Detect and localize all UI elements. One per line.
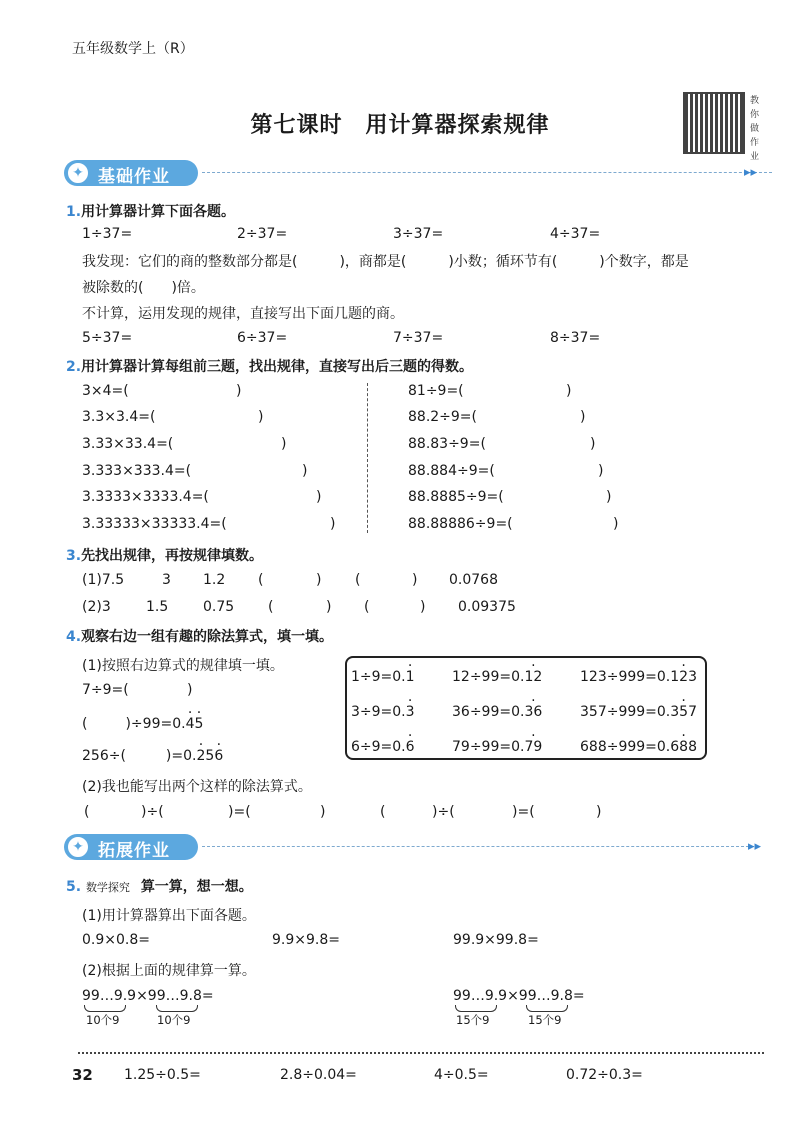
- q1-heading: 1.用计算器计算下面各题。: [66, 204, 236, 220]
- box-expr: 79÷99=0.· 79: [452, 739, 542, 755]
- footer-expr: 0.72÷0.3=: [566, 1067, 643, 1083]
- arrow-right-icon: ▸▸: [744, 165, 758, 180]
- section-banner-basic: [64, 160, 764, 186]
- answer-close: ): [566, 383, 572, 399]
- q5-pattern-expr: 99…9.9×99…9.8=: [82, 988, 214, 1004]
- q3-blank: ): [326, 599, 332, 615]
- q5-sub1: (1)用计算器算出下面各题。: [82, 908, 256, 924]
- q1-finding-cont: 被除数的( )倍。: [82, 280, 205, 296]
- brace: [84, 1005, 126, 1012]
- lightbulb-icon: ✦: [66, 835, 90, 859]
- q1-note: 不计算，运用发现的规律，直接写出下面几题的商。: [82, 306, 404, 322]
- footer-divider: [78, 1052, 764, 1054]
- write-blank: )÷(: [141, 804, 164, 820]
- q2-right-expr: 88.88886÷9=(: [408, 516, 513, 532]
- q4-item-b: ( )÷99=0.· 4· 5: [82, 716, 203, 732]
- lightbulb-icon: ✦: [66, 161, 90, 185]
- q1-finding: 我发现：它们的商的整数部分都是( )，商都是( )小数；循环节有( )个数字，都是: [82, 254, 689, 270]
- q1-expr: 4÷37=: [550, 226, 601, 242]
- answer-close: ): [606, 489, 612, 505]
- brace-label: 10个9: [157, 1013, 191, 1027]
- q5-tag: 数学探究: [85, 881, 130, 894]
- qr-code[interactable]: [683, 92, 745, 154]
- brace-label: 15个9: [528, 1013, 562, 1027]
- q3-blank: (: [364, 599, 370, 615]
- q4-heading: 4.观察右边一组有趣的除法算式，填一填。: [66, 629, 334, 645]
- page-title: 第七课时 用计算器探索规律: [250, 113, 550, 138]
- q3-term: 1.2: [203, 572, 226, 588]
- q2-left-expr: 3×4=(: [82, 383, 129, 399]
- box-expr: 123÷999=0.· 123: [580, 669, 697, 685]
- answer-close: ): [590, 436, 596, 452]
- q3-term: (1)7.5: [82, 572, 125, 588]
- box-expr: 36÷99=0.· 36: [452, 704, 542, 720]
- answer-close: ): [598, 463, 604, 479]
- q2-right-expr: 88.8885÷9=(: [408, 489, 504, 505]
- q3-blank: (: [258, 572, 264, 588]
- box-expr: 357÷999=0.· 357: [580, 704, 697, 720]
- q3-term: 0.0768: [449, 572, 498, 588]
- q5-expr: 99.9×99.8=: [453, 932, 539, 948]
- q2-left-expr: 3.3333×3333.4=(: [82, 489, 209, 505]
- q2-heading: 2.用计算器计算每组前三题，找出规律，直接写出后三题的得数。: [66, 359, 474, 375]
- box-expr: 1÷9=0.· 1: [351, 669, 415, 685]
- q1-expr: 6÷37=: [237, 330, 288, 346]
- write-blank: )÷(: [432, 804, 455, 820]
- q2-left-expr: 3.333×333.4=(: [82, 463, 192, 479]
- section-title-basic: 基础作业: [98, 167, 170, 187]
- footer-expr: 2.8÷0.04=: [280, 1067, 357, 1083]
- q2-right-expr: 88.83÷9=(: [408, 436, 486, 452]
- box-expr: 12÷99=0.· 12: [452, 669, 542, 685]
- qr-label: 教你做作业: [750, 96, 760, 162]
- q1-expr: 8÷37=: [550, 330, 601, 346]
- answer-close: ): [613, 516, 619, 532]
- q5-sub2: (2)根据上面的规律算一算。: [82, 963, 256, 979]
- q3-term: 0.09375: [458, 599, 516, 615]
- write-blank: ): [320, 804, 326, 820]
- q4-sub2: (2)我也能写出两个这样的除法算式。: [82, 779, 312, 795]
- answer-close: ): [258, 409, 264, 425]
- answer-close: ): [187, 682, 193, 698]
- brace: [526, 1005, 568, 1012]
- q3-heading: 3.先找出规律，再按规律填数。: [66, 548, 264, 564]
- write-blank: )=(: [512, 804, 535, 820]
- q2-right-expr: 81÷9=(: [408, 383, 464, 399]
- write-blank: (: [84, 804, 90, 820]
- q2-left-expr: 3.3×3.4=(: [82, 409, 156, 425]
- page-number: 32: [72, 1066, 93, 1084]
- q3-term: 0.75: [203, 599, 235, 615]
- q5-expr: 9.9×9.8=: [272, 932, 340, 948]
- write-blank: ): [596, 804, 602, 820]
- q2-left-expr: 3.33×33.4=(: [82, 436, 174, 452]
- box-expr: 6÷9=0.· 6: [351, 739, 415, 755]
- answer-close: ): [580, 409, 586, 425]
- answer-close: ): [281, 436, 287, 452]
- brace-label: 15个9: [456, 1013, 490, 1027]
- footer-expr: 4÷0.5=: [434, 1067, 489, 1083]
- q3-blank: ): [412, 572, 418, 588]
- answer-close: ): [316, 489, 322, 505]
- q4-item-a: 7÷9=(: [82, 682, 129, 698]
- q3-blank: (: [268, 599, 274, 615]
- q1-expr: 2÷37=: [237, 226, 288, 242]
- box-expr: 688÷999=0.· 688: [580, 739, 697, 755]
- brace: [156, 1005, 198, 1012]
- q4-sub1: (1)按照右边算式的规律填一填。: [82, 658, 284, 674]
- q3-blank: (: [355, 572, 361, 588]
- write-blank: )=(: [228, 804, 251, 820]
- q1-expr: 5÷37=: [82, 330, 133, 346]
- q1-expr: 3÷37=: [393, 226, 444, 242]
- q3-term: (2)3: [82, 599, 111, 615]
- arrow-right-icon: ▸▸: [748, 839, 762, 854]
- footer-expr: 1.25÷0.5=: [124, 1067, 201, 1083]
- section-banner-extend: [64, 834, 764, 860]
- brace: [455, 1005, 497, 1012]
- answer-close: ): [302, 463, 308, 479]
- q2-right-expr: 88.884÷9=(: [408, 463, 495, 479]
- q3-blank: ): [420, 599, 426, 615]
- q2-right-expr: 88.2÷9=(: [408, 409, 478, 425]
- q3-term: 3: [162, 572, 171, 588]
- q5-heading: 5. 数学探究 算一算，想一想。: [66, 879, 253, 895]
- section-title-extend: 拓展作业: [98, 841, 170, 861]
- column-divider: [367, 383, 368, 533]
- box-expr: 3÷9=0.· 3: [351, 704, 415, 720]
- write-blank: (: [380, 804, 386, 820]
- q2-left-expr: 3.33333×33333.4=(: [82, 516, 227, 532]
- q4-item-c: 256÷( )=0.· 25· 6: [82, 748, 223, 764]
- answer-close: ): [330, 516, 336, 532]
- q3-term: 1.5: [146, 599, 169, 615]
- q1-expr: 1÷37=: [82, 226, 133, 242]
- answer-close: ): [236, 383, 242, 399]
- q5-expr: 0.9×0.8=: [82, 932, 150, 948]
- page-header: 五年级数学上（R）: [72, 41, 194, 57]
- q1-expr: 7÷37=: [393, 330, 444, 346]
- brace-label: 10个9: [86, 1013, 120, 1027]
- q3-blank: ): [316, 572, 322, 588]
- q5-pattern-expr: 99…9.9×99…9.8=: [453, 988, 585, 1004]
